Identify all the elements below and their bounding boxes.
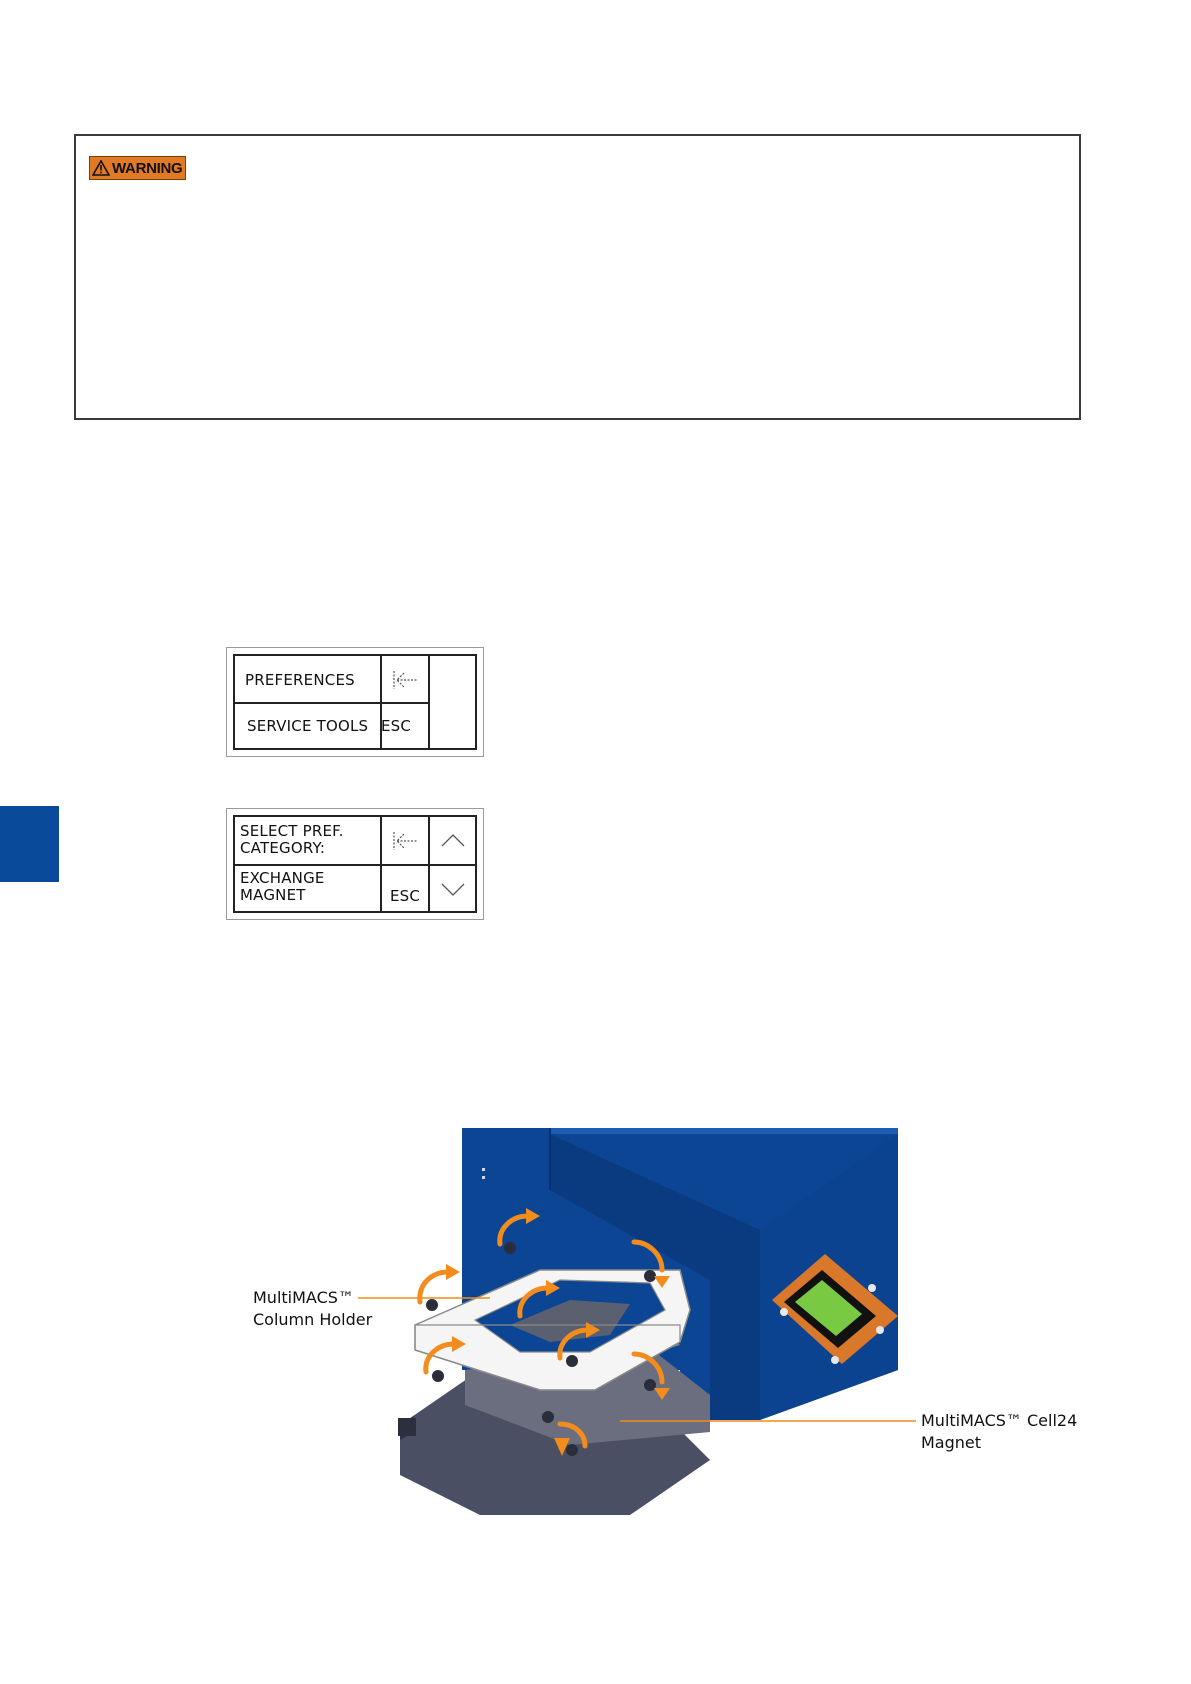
lcd-esc-label: ESC <box>390 887 421 905</box>
callout-text: MultiMACS™ <box>253 1288 354 1307</box>
callout-text: Column Holder <box>253 1310 373 1329</box>
lcd-text: EXCHANGE <box>240 869 325 887</box>
lcd-text: MAGNET <box>240 886 306 904</box>
lcd-row-preferences: PREFERENCES <box>245 671 355 689</box>
callout-column-holder <box>253 1287 372 1331</box>
lcd-row-service-tools: SERVICE TOOLS <box>247 717 369 735</box>
lcd-text: CATEGORY: <box>240 839 326 857</box>
lcd-esc-label: ESC <box>381 717 412 735</box>
callout-text: MultiMACS™ Cell24 <box>921 1411 1078 1430</box>
callout-text: Magnet <box>921 1433 982 1452</box>
lcd-text: SELECT PREF. <box>240 822 344 840</box>
warning-label: WARNING <box>112 159 183 177</box>
callout-magnet <box>921 1410 1077 1454</box>
